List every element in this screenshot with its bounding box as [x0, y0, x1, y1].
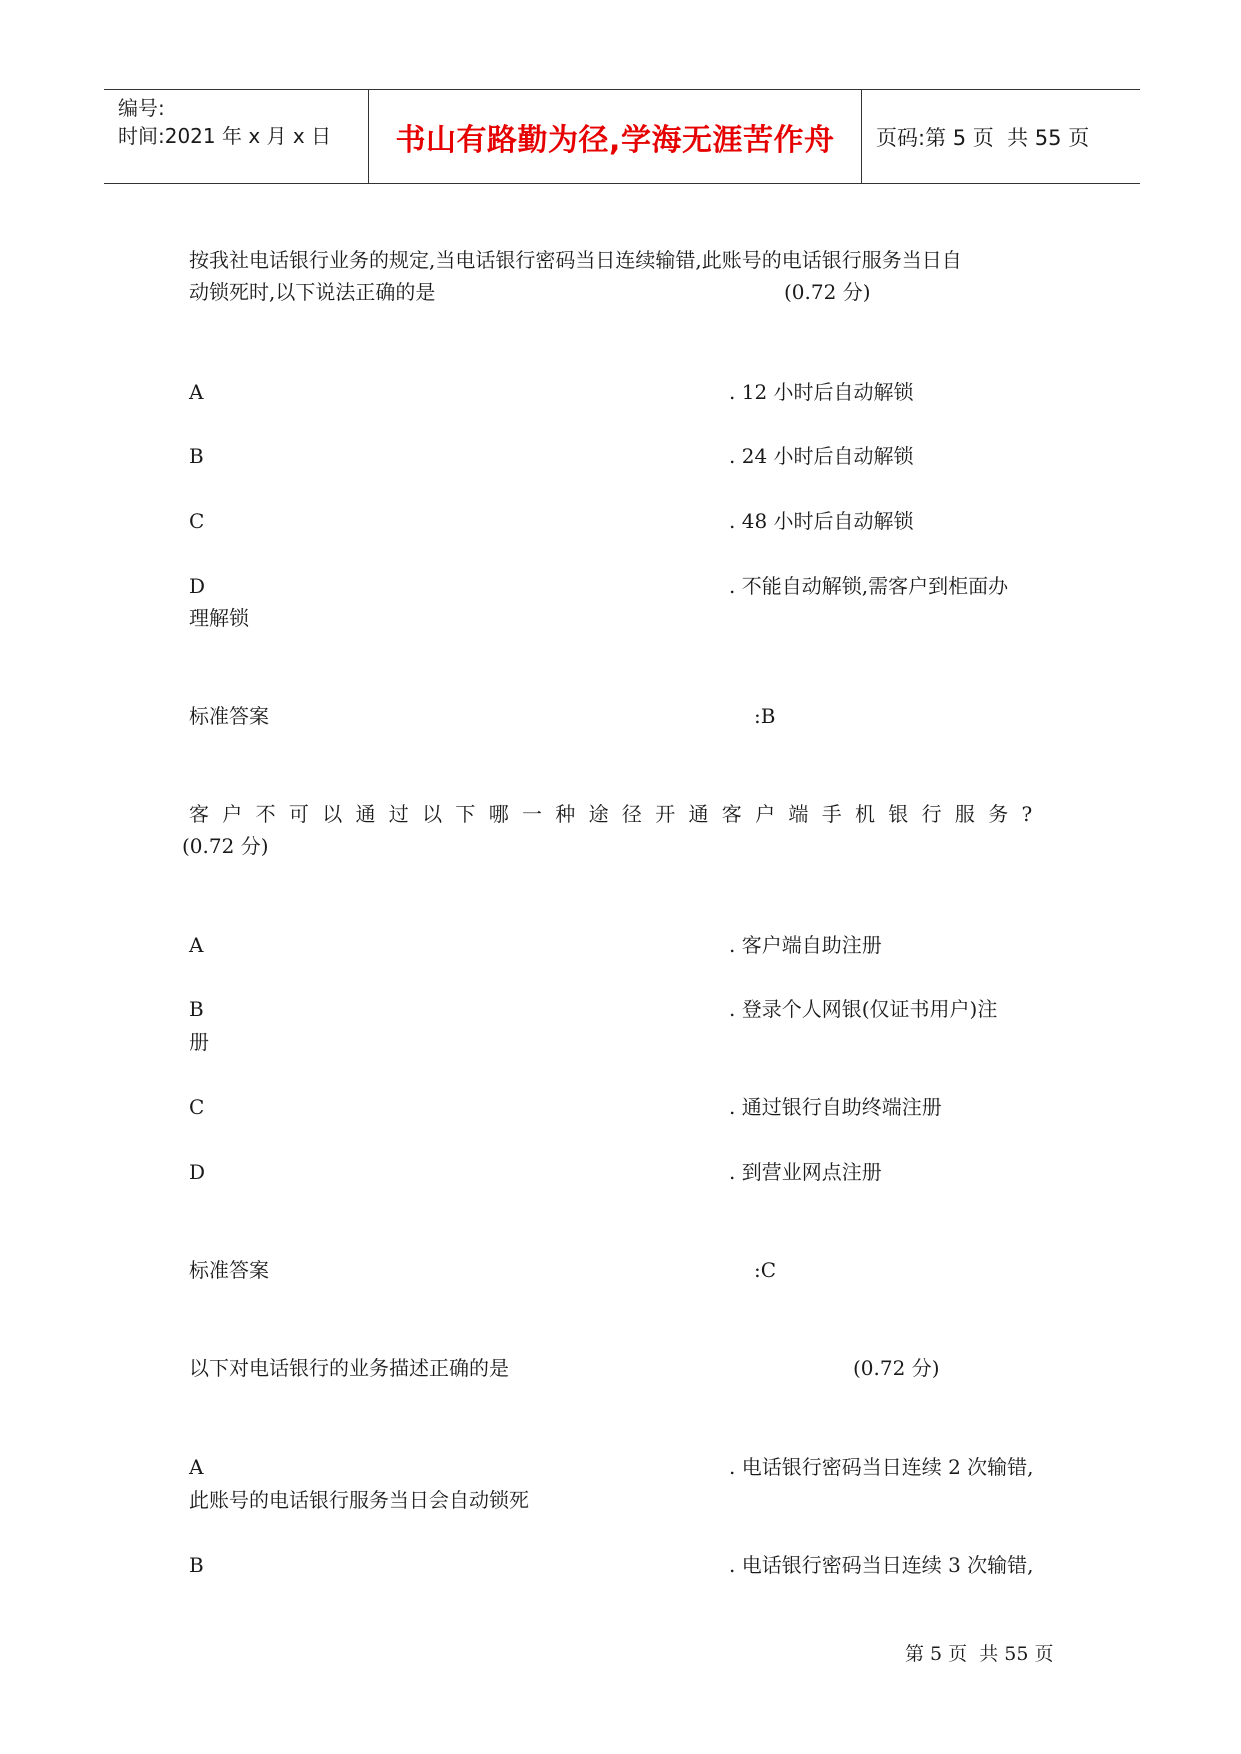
header-motto: 书山有路勤为径,学海无涯苦作舟 [369, 90, 862, 183]
question-2-option-c-text: . 通过银行自助终端注册 [729, 1095, 942, 1119]
question-1-stem-line-2: 动锁死时,以下说法正确的是 [189, 280, 436, 304]
question-3-option-a-text-continued: 此账号的电话银行服务当日会自动锁死 [189, 1488, 529, 1512]
question-1-option-a-text: . 12 小时后自动解锁 [729, 380, 914, 404]
page-header [104, 89, 1140, 184]
question-1-answer: :B [754, 704, 776, 728]
question-3-option-a-letter: A [189, 1455, 204, 1479]
question-2-answer-label: 标准答案 [189, 1258, 269, 1282]
question-1-score: (0.72 分) [784, 280, 871, 304]
header-page-info: 页码:第 5 页 共 55 页 [876, 125, 1090, 150]
question-2-answer: :C [754, 1258, 777, 1282]
question-2-option-a-letter: A [189, 933, 204, 957]
document-number-label: 编号: [118, 96, 165, 120]
question-2-option-b-letter: B [189, 997, 204, 1021]
question-1-option-a-letter: A [189, 380, 204, 404]
page-footer-number: 第 5 页 共 55 页 [905, 1643, 1054, 1665]
question-3-option-b-letter: B [189, 1553, 204, 1577]
question-3-stem-line-1: 以下对电话银行的业务描述正确的是 [189, 1356, 509, 1380]
question-2-option-a-text: . 客户端自助注册 [729, 933, 882, 957]
question-2-score: (0.72 分) [182, 834, 269, 858]
question-2-stem-line-1: 客户不可以通过以下哪一种途径开通客户端手机银行服务? [189, 802, 1046, 826]
question-1-answer-label: 标准答案 [189, 704, 269, 728]
question-1-option-d-text: . 不能自动解锁,需客户到柜面办 [729, 574, 1009, 598]
question-1-option-b-text: . 24 小时后自动解锁 [729, 444, 914, 468]
question-3-score: (0.72 分) [853, 1356, 940, 1380]
question-1-option-c-text: . 48 小时后自动解锁 [729, 509, 914, 533]
question-1-stem-line-1: 按我社电话银行业务的规定,当电话银行密码当日连续输错,此账号的电话银行服务当日自 [189, 248, 962, 272]
question-1-option-c-letter: C [189, 509, 205, 533]
question-1-option-d-letter: D [189, 574, 206, 598]
document-time-label: 时间:2021 年 x 月 x 日 [118, 124, 332, 148]
question-2-option-d-letter: D [189, 1160, 206, 1184]
question-3-option-a-text: . 电话银行密码当日连续 2 次输错, [729, 1455, 1034, 1479]
question-2-option-b-text: . 登录个人网银(仅证书用户)注 [729, 997, 998, 1021]
question-2-option-d-text: . 到营业网点注册 [729, 1160, 882, 1184]
question-2-option-b-text-continued: 册 [189, 1030, 209, 1054]
header-meta [104, 90, 369, 183]
question-3-option-b-text: . 电话银行密码当日连续 3 次输错, [729, 1553, 1034, 1577]
question-1-option-b-letter: B [189, 444, 204, 468]
question-1-option-d-text-continued: 理解锁 [189, 606, 249, 630]
question-2-option-c-letter: C [189, 1095, 205, 1119]
